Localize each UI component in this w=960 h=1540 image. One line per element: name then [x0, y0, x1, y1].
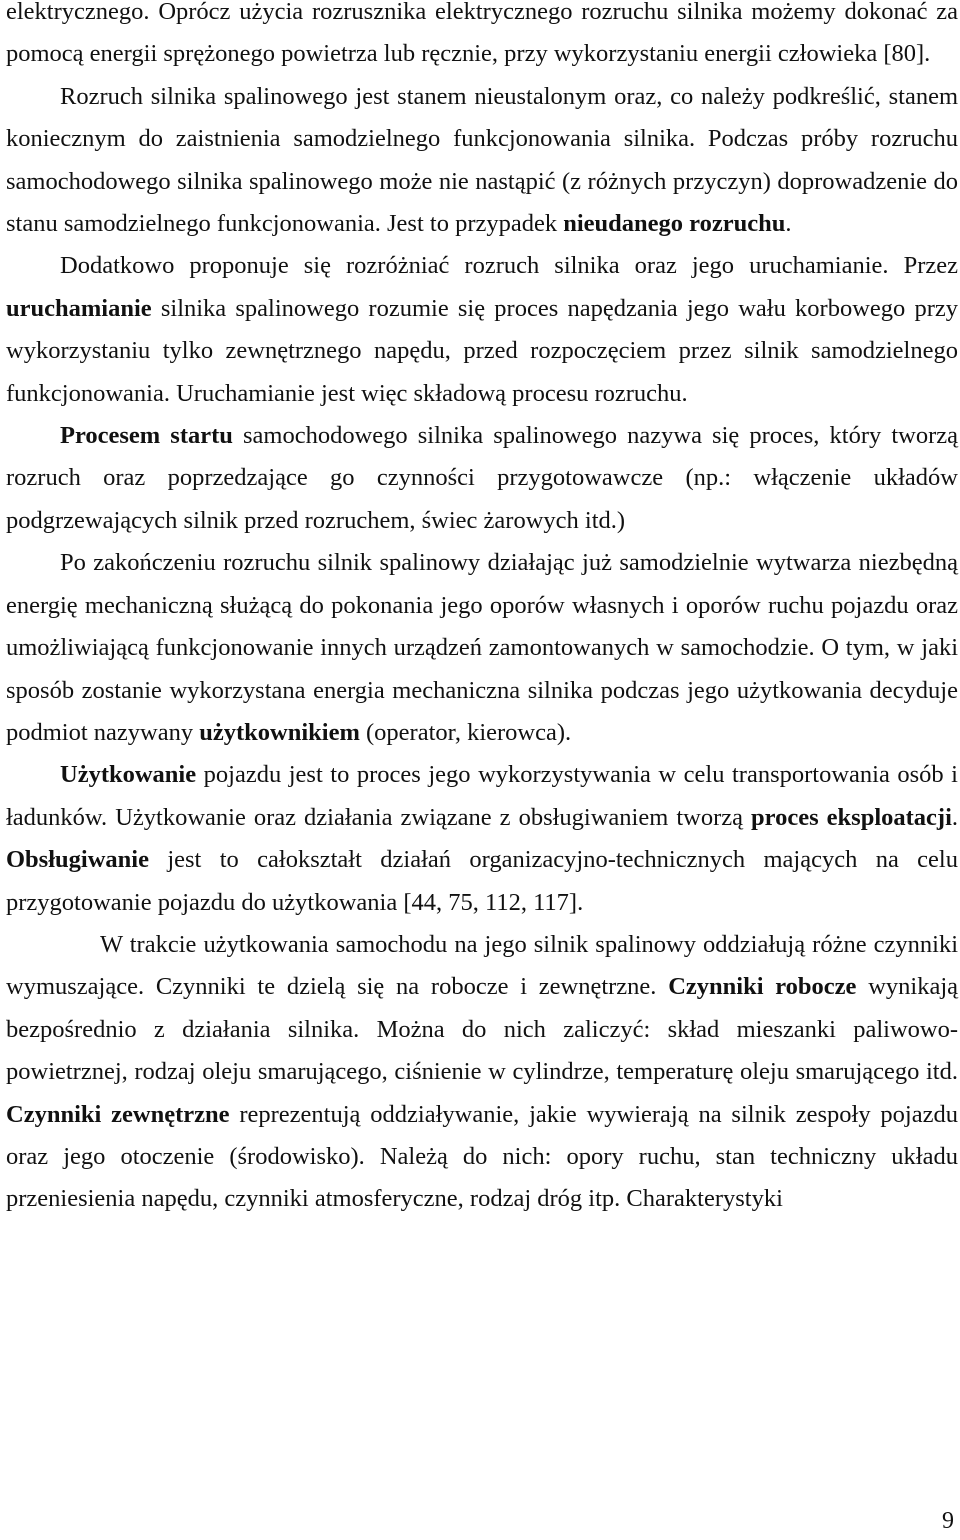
bold-term: Czynniki robocze — [668, 973, 857, 1001]
paragraph-2 — [6, 245, 958, 415]
bold-term: użytkownikiem — [199, 718, 360, 746]
segment: pojazdu jest to proces jego wykorzystywania w celu transportowania osób i ładunków. Użytkowanie oraz działania związane z obsługiwaniem tworzą — [6, 761, 958, 831]
bold-term: proces eksploatacji — [751, 803, 952, 831]
segment: samochodowego silnika spalinowego nazywa się proces, który tworzą rozruch oraz poprzedzające go czynności przygotowawcze (np.: włączenie układów podgrzewających silnik przed rozruchem, świec żarowych itd.) — [6, 422, 958, 534]
paragraph-5 — [6, 754, 958, 924]
segment: Rozruch silnika spalinowego jest stanem nieustalonym oraz, co należy podkreślić, stanem koniecznym do zaistnienia samodzielnego funkcjonowania silnika. Podczas próby rozruchu samochodowego silnika spalinowego może nie nastąpić (z różnych przyczyn) doprowadzenie do stanu samodzielnego funkcjonowania. Jest to przypadek — [6, 82, 958, 238]
paragraph-4 — [6, 542, 958, 754]
segment: . — [951, 803, 959, 831]
segment: Po zakończeniu rozruchu silnik spalinowy działając już samodzielnie wytwarza niezbędną energię mechaniczną służącą do pokonania jego oporów własnych i oporów ruchu pojazdu oraz umożliwiającą funkcjonowanie innych urządzeń zamontowanych w samochodzie. O tym, w jaki sposób zostanie wykorzystana energia mechaniczna silnika podczas jego użytkowania decyduje podmiot nazywany — [6, 549, 958, 746]
bold-term: Procesem startu — [60, 422, 233, 450]
bold-term: uruchamianie — [6, 294, 152, 322]
segment: wynikają bezpośrednio z działania silnika. Można do nich zaliczyć: skład mieszanki paliwowo-powietrznej, rodzaj oleju smarującego, ciśnienie w cylindrze, temperaturę oleju smarującego itd. — [6, 973, 958, 1086]
body-text — [6, 0, 958, 1221]
paragraph-6 — [6, 924, 958, 1221]
segment: jest to całokształt działań organizacyjno-technicznych mających na celu przygotowanie pojazdu do użytkowania [44, 75, 112, 117]. — [6, 846, 958, 916]
segment: (operator, kierowca). — [359, 718, 572, 746]
segment: silnika spalinowego rozumie się proces napędzania jego wału korbowego przy wykorzystaniu tylko zewnętrznego napędu, przed rozpoczęciem przez silnik samodzielnego funkcjonowania. Uruchamianie jest więc składową procesu rozruchu. — [6, 294, 958, 407]
segment: W trakcie użytkowania samochodu na jego silnik spalinowy oddziałują różne czynniki wymuszające. Czynniki te dzielą się na robocze i zewnętrzne. — [6, 930, 958, 1001]
page-number: 9 — [942, 1508, 954, 1534]
paragraph-1 — [6, 76, 958, 246]
bold-term: Obsługiwanie — [6, 846, 149, 874]
bold-term: nieudanego rozruchu — [563, 210, 786, 238]
bold-term: Użytkowanie — [60, 761, 197, 789]
paragraph-0 — [6, 0, 958, 76]
paragraph-3 — [6, 415, 958, 542]
segment: elektrycznego. Oprócz użycia rozrusznika elektrycznego rozruchu silnika możemy dokonać za pomocą energii sprężonego powietrza lub ręcznie, przy wykorzystaniu energii człowieka [80]. — [6, 0, 958, 68]
segment: . — [785, 210, 792, 238]
bold-term: Czynniki zewnętrzne — [6, 1100, 230, 1128]
segment: reprezentują oddziaływanie, jakie wywierają na silnik zespoły pojazdu oraz jego otoczenie (środowisko). Należą do nich: opory ruchu, stan techniczny układu przeniesienia napędu, czynniki atmosferyczne, rodzaj dróg itp. Charakterystyki — [6, 1100, 958, 1213]
segment: Dodatkowo proponuje się rozróżniać rozruch silnika oraz jego uruchamianie. Przez — [60, 252, 958, 280]
